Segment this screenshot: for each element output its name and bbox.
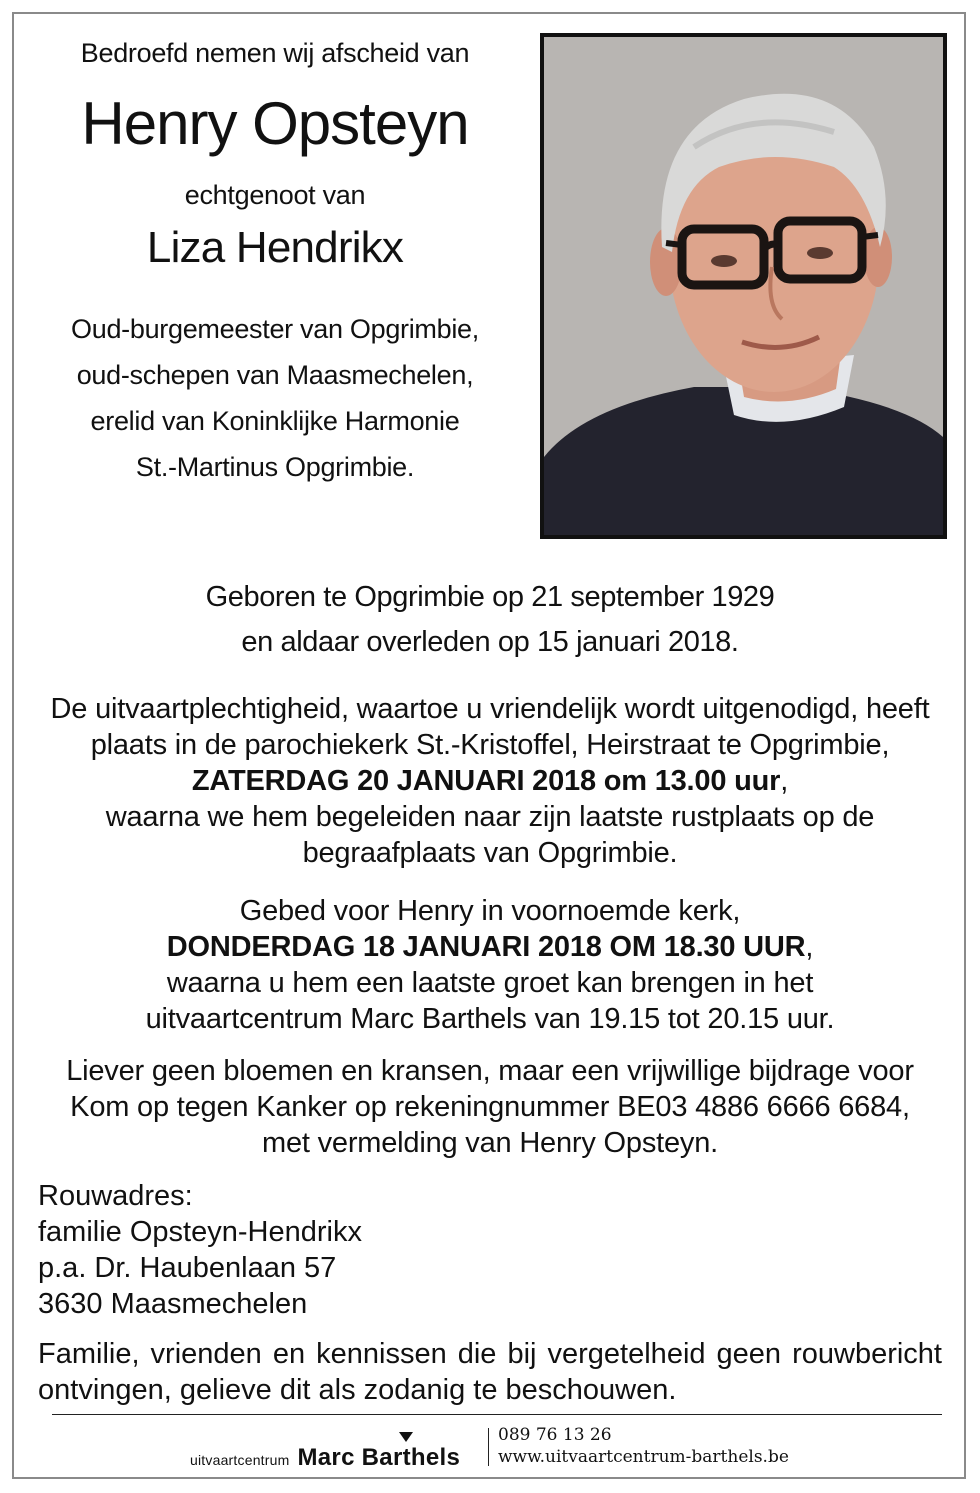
- brand-name-text: Marc Barthels: [297, 1444, 461, 1471]
- prayer-date-punct: ,: [805, 931, 814, 963]
- title-line: Oud-burgemeester van Opgrimbie,: [71, 314, 479, 344]
- intro-text: Bedroefd nemen wij afscheid van: [80, 38, 470, 68]
- prayer-paragraph: [30, 893, 950, 1037]
- funeral-date-line: [30, 763, 950, 799]
- brand-name: [297, 1444, 460, 1472]
- footer-divider: [52, 1414, 942, 1415]
- address-line: p.a. Dr. Haubenlaan 57: [38, 1252, 337, 1284]
- funeral-line: plaats in de parochiekerk St.-Kristoffel, Heirstraat te Opgrimbie,: [90, 729, 890, 761]
- funeral-line: begraafplaats van Opgrimbie.: [302, 837, 678, 869]
- donation-line: Liever geen bloemen en kransen, maar een vrijwillige bijdrage voor: [66, 1055, 914, 1087]
- portrait-photo: [540, 33, 947, 539]
- donation-line: met vermelding van Henry Opsteyn.: [262, 1127, 718, 1159]
- prayer-line: waarna u hem een laatste groet kan brengen in het: [166, 967, 814, 999]
- phone-number: 089 76 13 26: [498, 1425, 612, 1445]
- title-line: oud-schepen van Maasmechelen,: [76, 360, 474, 390]
- funeral-paragraph: [30, 691, 950, 871]
- honorary-titles: [40, 306, 510, 490]
- donation-paragraph: [30, 1053, 950, 1161]
- life-dates: [40, 575, 940, 665]
- funeral-line: waarna we hem begeleiden naar zijn laatste rustplaats op de: [105, 801, 875, 833]
- title-line: erelid van Koninklijke Harmonie: [90, 406, 460, 436]
- website-link[interactable]: www.uitvaartcentrum-barthels.be: [498, 1447, 789, 1467]
- spouse-label: echtgenoot van: [184, 180, 366, 210]
- prayer-line: Gebed voor Henry in voornoemde kerk,: [239, 895, 741, 927]
- deceased-name: Henry Opsteyn: [81, 90, 469, 157]
- closing-note: Familie, vrienden en kennissen die bij vergetelheid geen rouwbericht ontvingen, gelieve dit als zodanig te beschouwen.: [38, 1338, 942, 1406]
- birth-line: Geboren te Opgrimbie op 21 september 1929: [205, 581, 775, 613]
- funeral-date: ZATERDAG 20 JANUARI 2018 om 13.00 uur: [191, 765, 781, 797]
- address-label: Rouwadres:: [38, 1180, 193, 1212]
- address-line: familie Opsteyn-Hendrikx: [38, 1216, 362, 1248]
- prayer-date: DONDERDAG 18 JANUARI 2018 OM 18.30 UUR: [166, 931, 806, 963]
- funeral-line: De uitvaartplechtigheid, waartoe u vriendelijk wordt uitgenodigd, heeft: [50, 693, 930, 725]
- triangle-mark-icon: [399, 1432, 413, 1442]
- prayer-date-line: [30, 929, 950, 965]
- death-line: en aldaar overleden op 15 januari 2018.: [241, 626, 739, 658]
- prayer-line: uitvaartcentrum Marc Barthels van 19.15 tot 20.15 uur.: [145, 1003, 835, 1035]
- address-line: 3630 Maasmechelen: [38, 1288, 308, 1320]
- footer-separator: [488, 1428, 489, 1466]
- title-line: St.-Martinus Opgrimbie.: [135, 452, 415, 482]
- donation-line: Kom op tegen Kanker op rekeningnummer BE03 4886 6666 6684,: [70, 1091, 910, 1123]
- footer-contact: [498, 1424, 789, 1468]
- funeral-home-logo: [190, 1434, 460, 1474]
- spouse-name: Liza Hendrikx: [146, 223, 404, 272]
- brand-prefix: uitvaartcentrum: [190, 1452, 290, 1468]
- funeral-date-punct: ,: [780, 765, 789, 797]
- mourning-address: [38, 1178, 362, 1322]
